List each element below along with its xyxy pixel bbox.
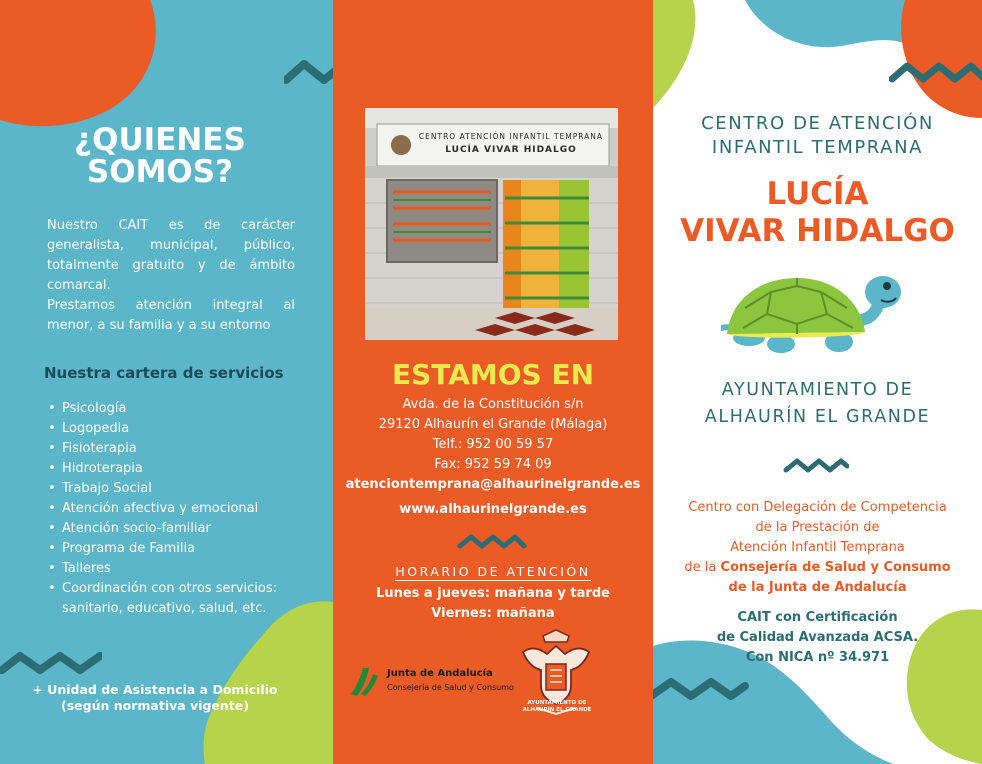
list-item: • Atención afectiva y emocional	[46, 499, 308, 519]
delegation-ministry: Consejería de Salud y Consumo	[720, 560, 951, 575]
delegation-text	[653, 498, 982, 598]
intro-paragraph: Nuestro CAIT es de carácter generalista, municipal, público, totalmente gratuito y de ámbito comarcal.	[47, 218, 295, 293]
person-name-line: VIVAR HIDALGO	[680, 213, 955, 249]
junta-subtitle: Consejería de Salud y Consumo	[387, 683, 514, 692]
cert-line: CAIT con Certificación	[737, 610, 898, 625]
list-item: • Psicología	[46, 399, 308, 419]
list-item: • Programa de Familia	[46, 539, 308, 559]
decorative-blobs	[333, 0, 653, 764]
junta-name: Junta de Andalucía	[387, 668, 493, 679]
fax-text: Fax: 952 59 74 09	[434, 457, 552, 472]
list-item: • Fisioterapia	[46, 439, 308, 459]
list-item: • Coordinación con otros servicios: sanitario, educativo, salud, etc.	[46, 579, 308, 619]
delegation-prefix: de la	[684, 560, 721, 575]
services-list	[46, 399, 308, 619]
location-heading: ESTAMOS EN	[391, 358, 595, 391]
email-link[interactable]: atenciontemprana@alhaurinelgrande.es	[345, 477, 641, 492]
list-item: • Trabajo Social	[46, 479, 308, 499]
zigzag-wave-icon	[653, 676, 749, 702]
list-item: • Talleres	[46, 559, 308, 579]
turtle-icon	[721, 272, 911, 358]
caption-line: ALHAURÍN EL GRANDE	[522, 707, 592, 713]
town-hall-name	[653, 377, 982, 431]
caption-line: AYUNTAMIENTO DE	[527, 700, 587, 706]
certification-text	[653, 608, 982, 668]
zigzag-wave-icon	[284, 58, 333, 84]
person-name	[653, 176, 982, 250]
home-care-note	[30, 682, 280, 714]
middle-panel	[333, 0, 653, 764]
town-hall-line: ALHAURÍN EL GRANDE	[704, 407, 931, 427]
hours-line: Lunes a jueves: mañana y tarde	[376, 586, 610, 601]
title-line: SOMOS?	[86, 154, 234, 190]
zigzag-wave-icon	[889, 60, 982, 84]
cert-line: de Calidad Avanzada ACSA.	[716, 630, 919, 645]
right-panel	[653, 0, 982, 764]
center-name-line: CENTRO DE ATENCIÓN	[701, 113, 934, 134]
delegation-line	[653, 558, 982, 578]
delegation-line: de la Junta de Andalucía	[728, 580, 907, 595]
list-item: • Logopedia	[46, 419, 308, 439]
address-line: 29120 Alhaurín el Grande (Málaga)	[378, 417, 608, 432]
hours-title-text: HORARIO DE ATENCIÓN	[395, 564, 591, 579]
delegation-line: de la Prestación de	[755, 520, 880, 535]
sign-line: CENTRO ATENCIÓN INFANTIL TEMPRANA	[418, 132, 604, 141]
zigzag-wave-icon	[783, 456, 849, 474]
title-line: ¿QUIENES	[74, 122, 246, 158]
sign-line: LUCÍA VIVAR HIDALGO	[445, 145, 577, 155]
phone-text: Telf.: 952 00 59 57	[432, 437, 554, 452]
footer-line: + Unidad de Asistencia a Domicilio	[32, 682, 278, 697]
person-name-line: LUCÍA	[766, 176, 869, 212]
website-link[interactable]: www.alhaurinelgrande.es	[399, 502, 587, 517]
center-name-line: INFANTIL TEMPRANA	[711, 137, 924, 158]
intro-text	[47, 216, 295, 336]
footer-line: (según normativa vigente)	[61, 698, 249, 713]
intro-paragraph: Prestamos atención integral al menor, a su familia y a su entorno	[47, 298, 295, 333]
zigzag-wave-icon	[0, 650, 102, 676]
center-name	[653, 112, 982, 160]
address-line: Avda. de la Constitución s/n	[402, 397, 584, 412]
left-panel	[0, 0, 333, 764]
list-item: • Atención socio-familiar	[46, 519, 308, 539]
cert-line: Con NICA nº 34.971	[745, 650, 890, 665]
who-we-are-title	[60, 124, 260, 188]
list-item: • Hidroterapia	[46, 459, 308, 479]
delegation-line: Centro con Delegación de Competencia	[688, 500, 947, 515]
town-hall-line: AYUNTAMIENTO DE	[721, 380, 914, 400]
hours-line: Viernes: mañana	[431, 606, 555, 621]
services-title: Nuestra cartera de servicios	[44, 364, 284, 382]
delegation-line: Atención Infantil Temprana	[730, 540, 905, 555]
